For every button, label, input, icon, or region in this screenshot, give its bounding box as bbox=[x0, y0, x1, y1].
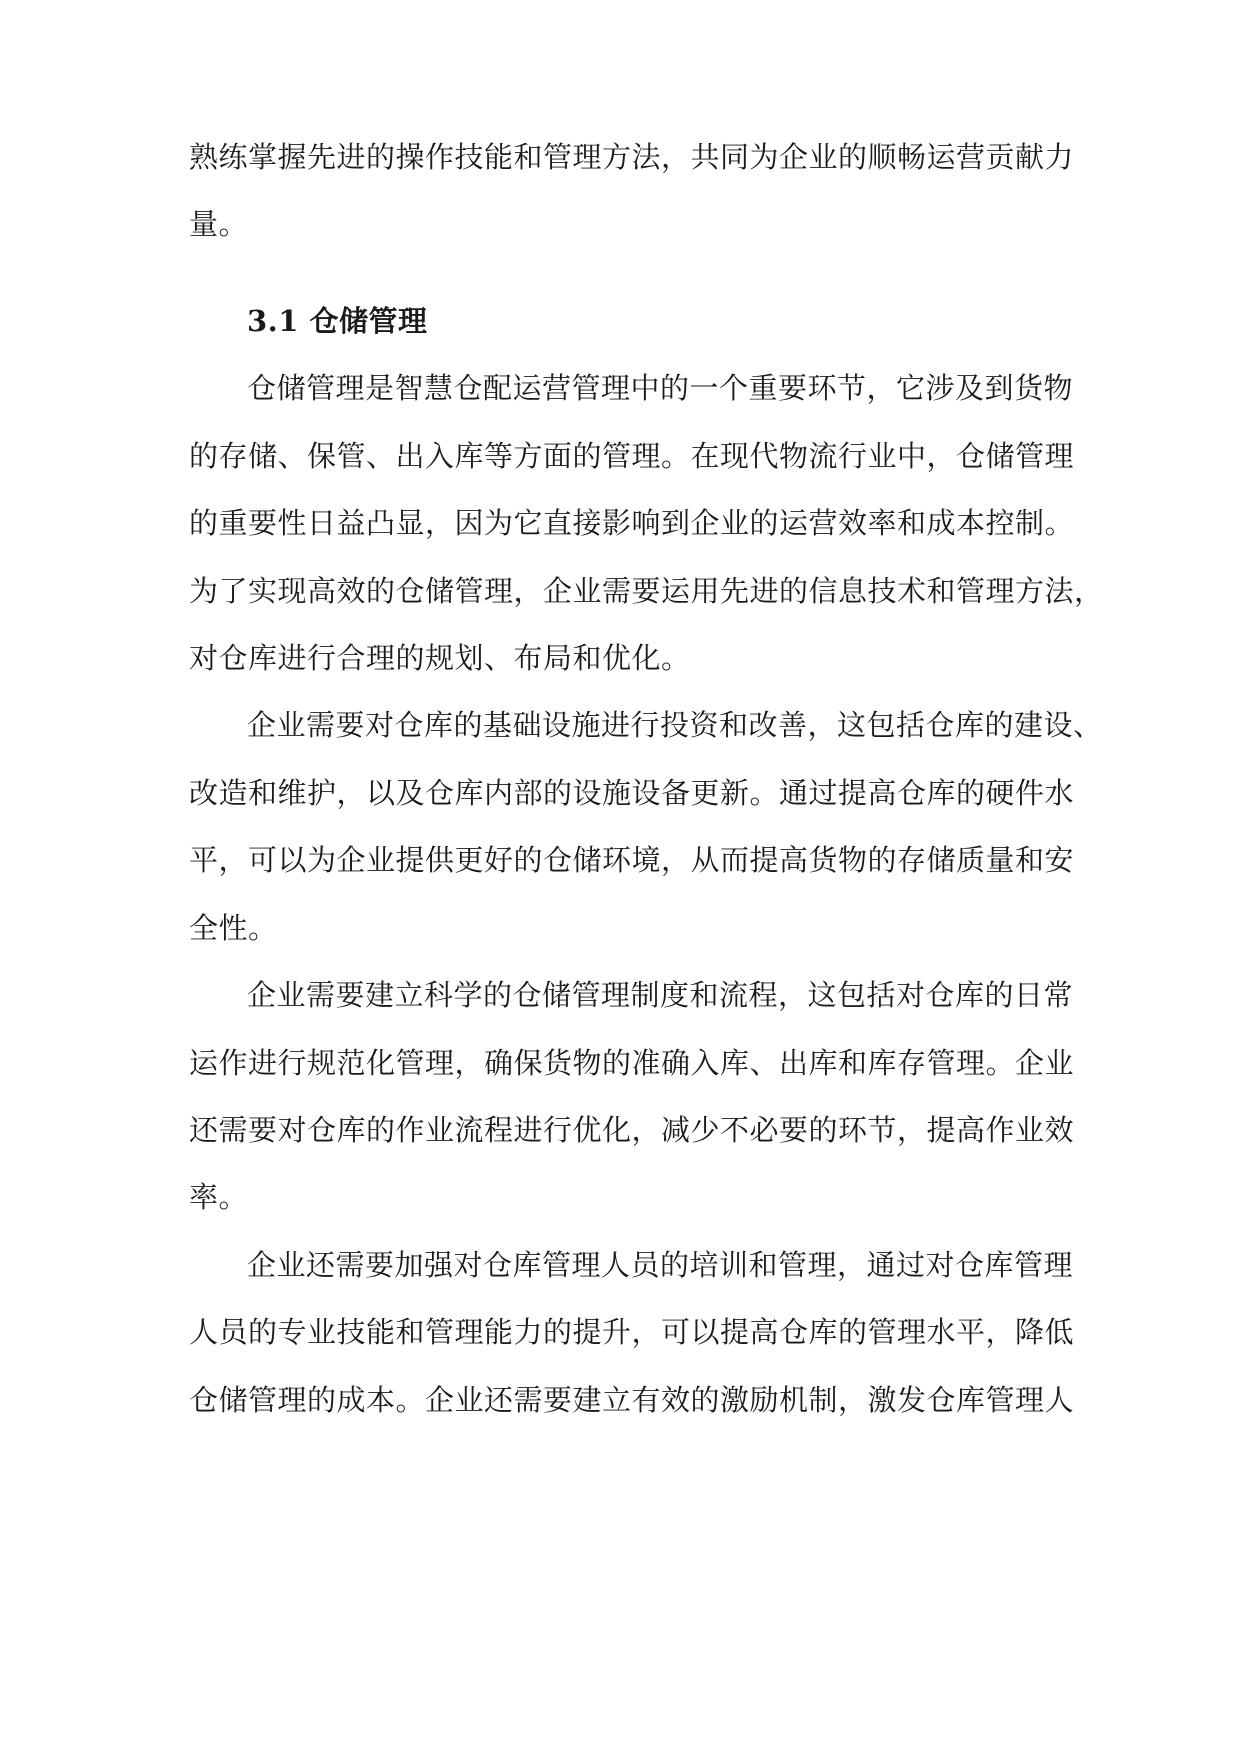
paragraph-line: 人员的专业技能和管理能力的提升，可以提高仓库的管理水平，降低 bbox=[189, 1315, 1075, 1349]
paragraph-line: 为了实现高效的仓储管理，企业需要运用先进的信息技术和管理方法， bbox=[189, 574, 1104, 608]
paragraph-line: 对仓库进行合理的规划、布局和优化。 bbox=[189, 641, 691, 675]
paragraph-line: 仓储管理是智慧仓配运营管理中的一个重要环节，它涉及到货物 bbox=[247, 371, 1074, 405]
paragraph-line: 企业需要建立科学的仓储管理制度和流程，这包括对仓库的日常 bbox=[247, 978, 1074, 1012]
paragraph-line: 企业还需要加强对仓库管理人员的培训和管理，通过对仓库管理 bbox=[247, 1248, 1074, 1282]
paragraph-line: 改造和维护，以及仓库内部的设施设备更新。通过提高仓库的硬件水 bbox=[189, 776, 1075, 810]
paragraph-line: 全性。 bbox=[189, 911, 278, 945]
paragraph-line: 仓储管理的成本。企业还需要建立有效的激励机制，激发仓库管理人 bbox=[189, 1383, 1075, 1417]
paragraph-line: 还需要对仓库的作业流程进行优化，减少不必要的环节，提高作业效 bbox=[189, 1113, 1075, 1147]
section-heading: 3.1 仓储管理 bbox=[247, 304, 428, 338]
paragraph-line: 率。 bbox=[189, 1180, 249, 1214]
paragraph-line: 的重要性日益凸显，因为它直接影响到企业的运营效率和成本控制。 bbox=[189, 506, 1075, 540]
paragraph-line: 运作进行规范化管理，确保货物的准确入库、出库和库存管理。企业 bbox=[189, 1046, 1075, 1080]
paragraph-line: 企业需要对仓库的基础设施进行投资和改善，这包括仓库的建设、 bbox=[247, 708, 1103, 742]
paragraph-line: 量。 bbox=[189, 207, 249, 241]
paragraph-line: 的存储、保管、出入库等方面的管理。在现代物流行业中，仓储管理 bbox=[189, 439, 1075, 473]
paragraph-line: 熟练掌握先进的操作技能和管理方法，共同为企业的顺畅运营贡献力 bbox=[189, 140, 1075, 174]
paragraph-line: 平，可以为企业提供更好的仓储环境，从而提高货物的存储质量和安 bbox=[189, 843, 1075, 877]
